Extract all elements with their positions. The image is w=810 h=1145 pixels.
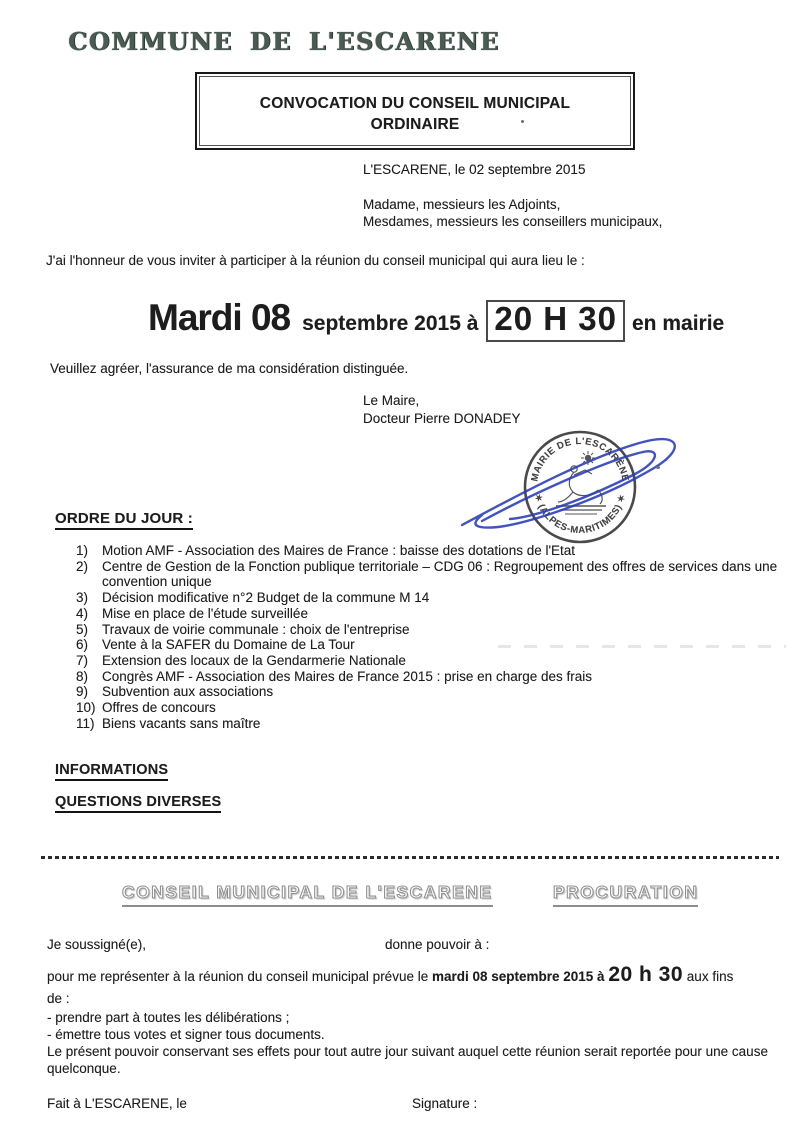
- agenda-item: [76, 716, 782, 732]
- agenda-item-number: 2): [76, 558, 89, 574]
- invitation-sentence: J'ai l'honneur de vous inviter à participer à la réunion du conseil municipal qui aura lieu le :: [46, 253, 585, 268]
- convocation-title-box: [195, 72, 635, 150]
- agenda-item-number: 6): [76, 637, 89, 653]
- agenda-item-number: 9): [76, 684, 89, 700]
- scan-speck: [656, 466, 660, 469]
- scanner-noise-streak: [498, 645, 786, 648]
- meeting-time-box: 20 H 30: [486, 300, 625, 342]
- agenda-item-number: 10): [76, 700, 96, 716]
- salutation-line2: Mesdames, messieurs les conseillers municipaux,: [363, 214, 663, 229]
- agenda-item: [76, 590, 782, 606]
- agenda-item: [76, 559, 782, 590]
- agenda-item: [76, 622, 782, 638]
- meeting-day: Mardi 08: [148, 297, 291, 338]
- agenda-item-text: Travaux de voirie communale : choix de l'entreprise: [102, 621, 410, 637]
- closing-sentence: Veuillez agréer, l'assurance de ma considération distinguée.: [50, 361, 409, 376]
- agenda-item-text: Subvention aux associations: [102, 684, 274, 700]
- agenda-item-number: 4): [76, 605, 89, 621]
- scan-speck: [521, 120, 524, 123]
- convocation-title-line1: CONVOCATION DU CONSEIL MUNICIPAL: [259, 95, 571, 112]
- dashed-separator: [41, 856, 779, 859]
- meeting-location: en mairie: [632, 312, 725, 335]
- place-and-date: L'ESCARENE, le 02 septembre 2015: [363, 162, 586, 177]
- questions-diverses-heading: QUESTIONS DIVERSES: [55, 794, 221, 813]
- proxy-section-heading: CONSEIL MUNICIPAL DE L'ESCARENE: [122, 882, 493, 907]
- meeting-month: septembre 2015 à: [302, 312, 479, 335]
- agenda-item-number: 5): [76, 621, 89, 637]
- agenda-item-text: Vente à la SAFER du Domaine de La Tour: [102, 637, 355, 653]
- agenda-item-text: Centre de Gestion de la Fonction publique territoriale – CDG 06 : Regroupement des offres de services dans une convention unique: [102, 558, 778, 590]
- agenda-item: [76, 669, 782, 685]
- signer-name: Docteur Pierre DONADEY: [363, 410, 521, 426]
- agenda-item-text: Décision modificative n°2 Budget de la commune M 14: [102, 590, 430, 606]
- proxy-bullet-2: - émettre tous votes et signer tous documents.: [47, 1027, 325, 1042]
- salutation-block: [363, 196, 662, 230]
- procuration-heading: PROCURATION: [553, 882, 698, 907]
- represent-sentence: [47, 963, 734, 986]
- salutation-line1: Madame, messieurs les Adjoints,: [363, 197, 561, 212]
- agenda-item-number: 7): [76, 652, 89, 668]
- proxy-note: Le présent pouvoir conservant ses effets pour tout autre jour suivant auquel cette réunion serait reportée pour une cause quelconque.: [47, 1044, 768, 1076]
- represent-time: 20 h 30: [608, 963, 684, 986]
- signer-title: Le Maire,: [363, 393, 420, 408]
- represent-date: mardi 08 septembre 2015 à: [431, 969, 609, 984]
- agenda-item-number: 11): [76, 715, 95, 731]
- represent-post: aux fins: [683, 969, 734, 984]
- informations-heading: INFORMATIONS: [55, 762, 168, 781]
- convocation-title-line2: ORDINAIRE: [370, 116, 460, 133]
- agenda-item-text: Motion AMF - Association des Maires de France : baisse des dotations de l'Etat: [102, 543, 576, 558]
- agenda-item: [76, 700, 782, 716]
- signature-label: Signature :: [412, 1096, 478, 1111]
- fait-a-label: Fait à L'ESCARENE, le: [47, 1096, 187, 1111]
- agenda-item: [76, 653, 782, 669]
- agenda-item-text: Mise en place de l'étude surveillée: [102, 605, 308, 621]
- agenda-item: [76, 684, 782, 700]
- agenda-item-number: 1): [76, 543, 89, 558]
- meeting-date-line: [148, 297, 724, 342]
- agenda-heading: ORDRE DU JOUR :: [55, 510, 193, 530]
- agenda-item-text: Congrès AMF - Association des Maires de France 2015 : prise en charge des frais: [102, 668, 592, 684]
- agenda-item-text: Offres de concours: [102, 700, 216, 716]
- agenda-item-text: Extension des locaux de la Gendarmerie Nationale: [102, 652, 406, 668]
- agenda-list: [76, 543, 782, 731]
- proxy-bullet-1: - prendre part à toutes les délibérations ;: [47, 1010, 290, 1025]
- agenda-item-number: 8): [76, 668, 89, 684]
- commune-title: COMMUNE DE L'ESCARENE: [68, 27, 500, 56]
- donne-pouvoir-label: donne pouvoir à :: [385, 937, 490, 952]
- soussigne-label: Je soussigné(e),: [47, 937, 147, 952]
- agenda-item-text: Biens vacants sans maître: [102, 715, 261, 731]
- agenda-item-number: 3): [76, 590, 89, 606]
- agenda-item: [76, 543, 782, 559]
- agenda-item: [76, 606, 782, 622]
- stamp-bottom-text: ✶ (ALPES-MARITIMES) ✶: [531, 492, 629, 537]
- stamp-and-signature: [450, 422, 700, 552]
- stamp-top-text: MAIRIE DE L'ESCARÈNE: [529, 435, 631, 483]
- represent-pre: pour me représenter à la réunion du conseil municipal prévue le: [47, 969, 432, 984]
- de-line: de :: [47, 991, 70, 1006]
